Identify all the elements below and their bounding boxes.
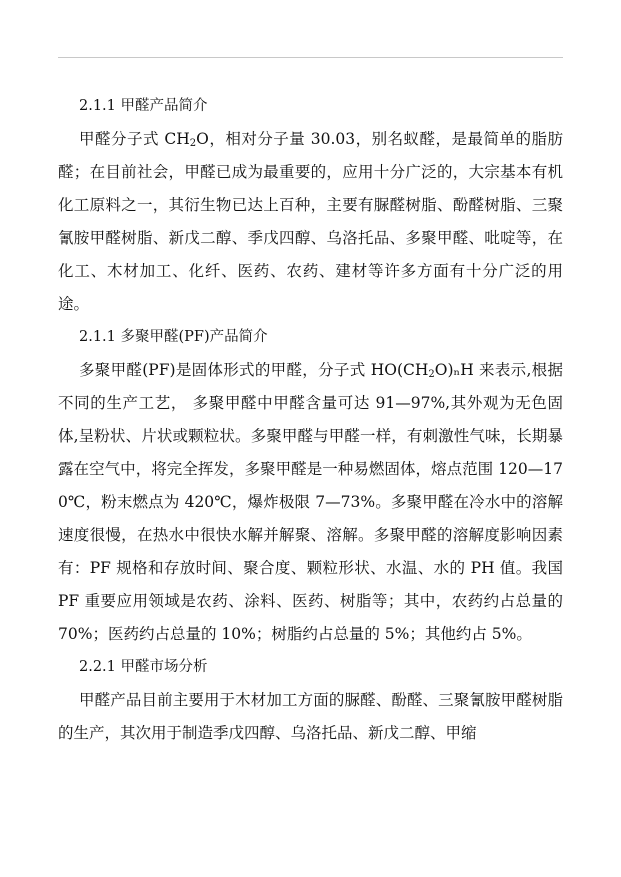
formula-subscript: 2 <box>428 369 435 380</box>
paragraph-text: 多聚甲醛(PF)是固体形式的甲醛，分子式 HO(CH <box>79 361 429 379</box>
paragraph-text: 甲醛产品目前主要用于木材加工方面的脲醛、酚醛、三聚氰胺甲醛树脂的生产，其次用于制造季戊四醇、乌洛托品、新戊二醇、甲缩 <box>58 691 563 742</box>
document-body <box>58 90 563 750</box>
section-heading-paraformaldehyde-intro: 2.1.1 多聚甲醛(PF)产品简介 <box>79 329 268 345</box>
paragraph-text: O，相对分子量 30.03，别名蚁醛，是最简单的脂肪醛；在目前社会，甲醛已成为最重要的，应用十分广泛的，大宗基本有机化工原料之一，其衍生物已达上百种，主要有脲醛树脂、酚醛树脂、三聚氰胺甲醛树脂、新戊二醇、季戊四醇、乌洛托品、多聚甲醛、吡啶等，在化工、木材加工、化纤、医药、农药、建材等许多方面有十分广泛的用途。 <box>58 130 563 313</box>
formula-subscript: 2 <box>189 138 197 149</box>
paragraph-text: 甲醛分子式 CH <box>79 130 190 148</box>
paragraph-formaldehyde-intro <box>58 123 563 321</box>
section-heading-formaldehyde-intro: 2.1.1 甲醛产品简介 <box>79 98 208 114</box>
paragraph-paraformaldehyde-intro <box>58 354 563 651</box>
paragraph-text: O)ₙH 来表示,根据不同的生产工艺， 多聚甲醛中甲醛含量可达 91—97%,其外观为无色固体,呈粉状、片状或颗粒状。多聚甲醛与甲醛一样，有刺激性气味，长期暴露在空气中，将完全挥发，多聚甲醛是一种易燃固体，熔点范围 120—170℃，粉末燃点为 420℃，爆炸极限 7—73%。多聚甲醛在冷水中的溶解速度很慢，在热水中很快水解并解聚、溶解。多聚甲醛的溶解度影响因素有：PF 规格和存放时间、聚合度、颗粒形状、水温、水的 PH 值。我国 PF 重要应用领域是农药、涂料、医药、树脂等；其中，农药约占总量的 70%；医药约占总量的 10%；树脂约占总量的 5%；其他约占 5%。 <box>58 361 563 643</box>
section-heading-market-analysis: 2.2.1 甲醛市场分析 <box>79 659 208 675</box>
header-rule <box>58 57 563 58</box>
paragraph-market-analysis <box>58 684 563 750</box>
